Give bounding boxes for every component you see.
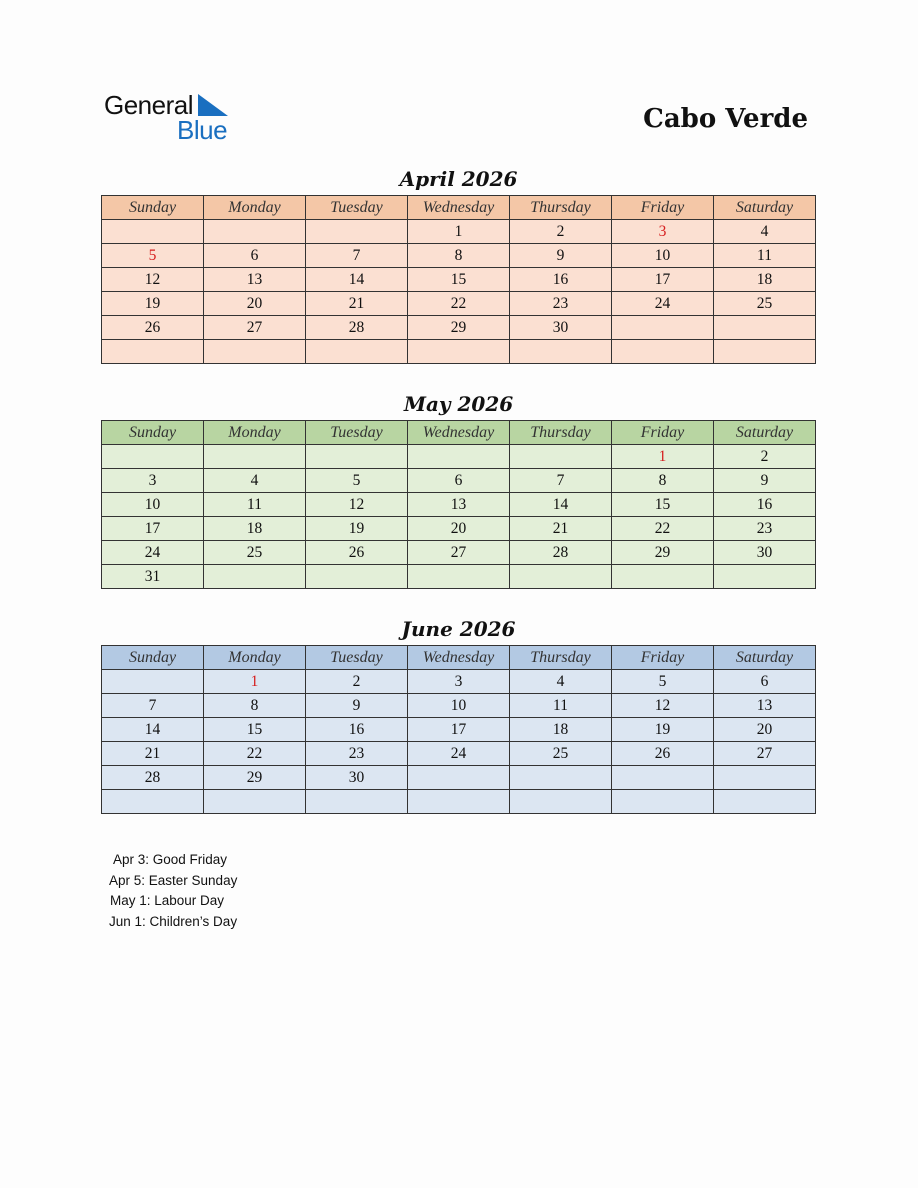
day-cell: 3 <box>102 469 204 493</box>
empty-day-cell <box>102 445 204 469</box>
day-cell: 7 <box>102 694 204 718</box>
day-cell: 7 <box>510 469 612 493</box>
day-cell: 8 <box>612 469 714 493</box>
empty-day-cell <box>306 445 408 469</box>
day-cell: 2 <box>306 670 408 694</box>
day-cell: 21 <box>102 742 204 766</box>
week-row <box>102 670 816 694</box>
holiday-item: Apr 5: Easter Sunday <box>109 872 238 888</box>
empty-day-cell <box>306 790 408 814</box>
day-cell: 12 <box>612 694 714 718</box>
day-cell: 23 <box>306 742 408 766</box>
empty-day-cell <box>408 340 510 364</box>
day-cell: 2 <box>510 220 612 244</box>
holiday-item: Apr 3: Good Friday <box>113 852 228 867</box>
month-title: May 2026 <box>403 392 514 416</box>
day-cell: 29 <box>204 766 306 790</box>
empty-day-cell <box>714 766 816 790</box>
empty-day-cell <box>408 565 510 589</box>
day-cell: 21 <box>510 517 612 541</box>
day-cell: 9 <box>714 469 816 493</box>
weekday-header-wednesday: Wednesday <box>408 421 510 445</box>
holiday-day-cell: 5 <box>102 244 204 268</box>
day-cell: 30 <box>714 541 816 565</box>
day-cell: 14 <box>102 718 204 742</box>
day-cell: 9 <box>510 244 612 268</box>
day-cell: 20 <box>204 292 306 316</box>
day-cell: 6 <box>714 670 816 694</box>
day-cell: 4 <box>714 220 816 244</box>
day-cell: 16 <box>306 718 408 742</box>
week-row <box>102 766 816 790</box>
holiday-item: May 1: Labour Day <box>110 893 225 908</box>
weekday-header-row <box>102 196 816 220</box>
day-cell: 16 <box>510 268 612 292</box>
week-row <box>102 541 816 565</box>
month-april <box>101 166 816 364</box>
month-may <box>101 391 816 589</box>
day-cell: 3 <box>408 670 510 694</box>
day-cell: 28 <box>306 316 408 340</box>
empty-day-cell <box>204 790 306 814</box>
weekday-header-monday: Monday <box>204 421 306 445</box>
day-cell: 20 <box>408 517 510 541</box>
empty-day-cell <box>714 340 816 364</box>
day-cell: 14 <box>510 493 612 517</box>
empty-day-cell <box>510 790 612 814</box>
weekday-header-friday: Friday <box>612 421 714 445</box>
weekday-header-saturday: Saturday <box>714 421 816 445</box>
empty-day-cell <box>204 340 306 364</box>
day-cell: 18 <box>204 517 306 541</box>
empty-day-cell <box>408 766 510 790</box>
day-cell: 28 <box>510 541 612 565</box>
day-cell: 21 <box>306 292 408 316</box>
day-cell: 18 <box>510 718 612 742</box>
day-cell: 28 <box>102 766 204 790</box>
weekday-header-row <box>102 646 816 670</box>
day-cell: 10 <box>408 694 510 718</box>
day-cell: 17 <box>102 517 204 541</box>
empty-day-cell <box>612 766 714 790</box>
day-cell: 23 <box>714 517 816 541</box>
day-cell: 5 <box>612 670 714 694</box>
day-cell: 5 <box>306 469 408 493</box>
empty-day-cell <box>102 220 204 244</box>
day-cell: 25 <box>510 742 612 766</box>
empty-day-cell <box>510 340 612 364</box>
day-cell: 12 <box>102 268 204 292</box>
empty-day-cell <box>510 565 612 589</box>
weekday-header-monday: Monday <box>204 646 306 670</box>
empty-day-cell <box>204 445 306 469</box>
week-row <box>102 292 816 316</box>
weekday-header-sunday: Sunday <box>102 646 204 670</box>
day-cell: 10 <box>612 244 714 268</box>
week-row <box>102 790 816 814</box>
day-cell: 13 <box>408 493 510 517</box>
day-cell: 24 <box>102 541 204 565</box>
day-cell: 9 <box>306 694 408 718</box>
day-cell: 27 <box>714 742 816 766</box>
day-cell: 30 <box>510 316 612 340</box>
country-title: Cabo Verde <box>643 104 808 134</box>
empty-day-cell <box>612 790 714 814</box>
month-june <box>101 616 816 814</box>
day-cell: 27 <box>408 541 510 565</box>
calendar-table <box>101 645 816 814</box>
empty-day-cell <box>102 790 204 814</box>
week-row <box>102 340 816 364</box>
day-cell: 26 <box>612 742 714 766</box>
day-cell: 6 <box>204 244 306 268</box>
holiday-item: Jun 1: Children’s Day <box>109 913 238 929</box>
holiday-day-cell: 3 <box>612 220 714 244</box>
day-cell: 2 <box>714 445 816 469</box>
week-row <box>102 718 816 742</box>
day-cell: 29 <box>408 316 510 340</box>
day-cell: 12 <box>306 493 408 517</box>
day-cell: 30 <box>306 766 408 790</box>
day-cell: 22 <box>204 742 306 766</box>
weekday-header-thursday: Thursday <box>510 646 612 670</box>
week-row <box>102 469 816 493</box>
day-cell: 13 <box>204 268 306 292</box>
empty-day-cell <box>714 316 816 340</box>
calendar-table <box>101 195 816 364</box>
week-row <box>102 244 816 268</box>
empty-day-cell <box>612 340 714 364</box>
holiday-list <box>108 850 237 932</box>
empty-day-cell <box>408 790 510 814</box>
day-cell: 19 <box>612 718 714 742</box>
day-cell: 8 <box>204 694 306 718</box>
calendar-table <box>101 420 816 589</box>
empty-day-cell <box>306 220 408 244</box>
weekday-header-tuesday: Tuesday <box>306 196 408 220</box>
day-cell: 24 <box>612 292 714 316</box>
week-row <box>102 220 816 244</box>
week-row <box>102 742 816 766</box>
empty-day-cell <box>204 565 306 589</box>
logo-text-blue: Blue <box>177 115 228 145</box>
day-cell: 11 <box>714 244 816 268</box>
week-row <box>102 565 816 589</box>
day-cell: 22 <box>612 517 714 541</box>
day-cell: 13 <box>714 694 816 718</box>
month-title: April 2026 <box>399 167 518 191</box>
weekday-header-thursday: Thursday <box>510 196 612 220</box>
day-cell: 6 <box>408 469 510 493</box>
weekday-header-wednesday: Wednesday <box>408 196 510 220</box>
weekday-header-sunday: Sunday <box>102 196 204 220</box>
day-cell: 19 <box>102 292 204 316</box>
holiday-day-cell: 1 <box>204 670 306 694</box>
logo <box>104 90 244 145</box>
empty-day-cell <box>714 565 816 589</box>
week-row <box>102 694 816 718</box>
day-cell: 17 <box>408 718 510 742</box>
empty-day-cell <box>306 565 408 589</box>
empty-day-cell <box>714 790 816 814</box>
logo-text-general: General <box>104 90 193 120</box>
week-row <box>102 316 816 340</box>
weekday-header-row <box>102 421 816 445</box>
empty-day-cell <box>612 316 714 340</box>
weekday-header-thursday: Thursday <box>510 421 612 445</box>
day-cell: 1 <box>408 220 510 244</box>
weekday-header-sunday: Sunday <box>102 421 204 445</box>
day-cell: 16 <box>714 493 816 517</box>
logo-triangle-icon <box>198 94 228 116</box>
week-row <box>102 517 816 541</box>
empty-day-cell <box>612 565 714 589</box>
day-cell: 19 <box>306 517 408 541</box>
day-cell: 15 <box>408 268 510 292</box>
day-cell: 10 <box>102 493 204 517</box>
day-cell: 17 <box>612 268 714 292</box>
day-cell: 26 <box>306 541 408 565</box>
day-cell: 26 <box>102 316 204 340</box>
day-cell: 4 <box>204 469 306 493</box>
empty-day-cell <box>510 766 612 790</box>
day-cell: 23 <box>510 292 612 316</box>
day-cell: 8 <box>408 244 510 268</box>
weekday-header-tuesday: Tuesday <box>306 646 408 670</box>
day-cell: 25 <box>714 292 816 316</box>
day-cell: 18 <box>714 268 816 292</box>
weekday-header-saturday: Saturday <box>714 196 816 220</box>
day-cell: 4 <box>510 670 612 694</box>
day-cell: 15 <box>204 718 306 742</box>
empty-day-cell <box>408 445 510 469</box>
weekday-header-wednesday: Wednesday <box>408 646 510 670</box>
day-cell: 22 <box>408 292 510 316</box>
weekday-header-tuesday: Tuesday <box>306 421 408 445</box>
day-cell: 27 <box>204 316 306 340</box>
empty-day-cell <box>102 340 204 364</box>
day-cell: 31 <box>102 565 204 589</box>
day-cell: 25 <box>204 541 306 565</box>
weekday-header-friday: Friday <box>612 646 714 670</box>
day-cell: 20 <box>714 718 816 742</box>
day-cell: 7 <box>306 244 408 268</box>
day-cell: 24 <box>408 742 510 766</box>
month-title: June 2026 <box>401 617 516 641</box>
weekday-header-monday: Monday <box>204 196 306 220</box>
day-cell: 14 <box>306 268 408 292</box>
empty-day-cell <box>204 220 306 244</box>
empty-day-cell <box>510 445 612 469</box>
day-cell: 15 <box>612 493 714 517</box>
holiday-day-cell: 1 <box>612 445 714 469</box>
day-cell: 11 <box>510 694 612 718</box>
empty-day-cell <box>306 340 408 364</box>
day-cell: 11 <box>204 493 306 517</box>
weekday-header-saturday: Saturday <box>714 646 816 670</box>
empty-day-cell <box>102 670 204 694</box>
week-row <box>102 268 816 292</box>
weekday-header-friday: Friday <box>612 196 714 220</box>
week-row <box>102 493 816 517</box>
day-cell: 29 <box>612 541 714 565</box>
week-row <box>102 445 816 469</box>
